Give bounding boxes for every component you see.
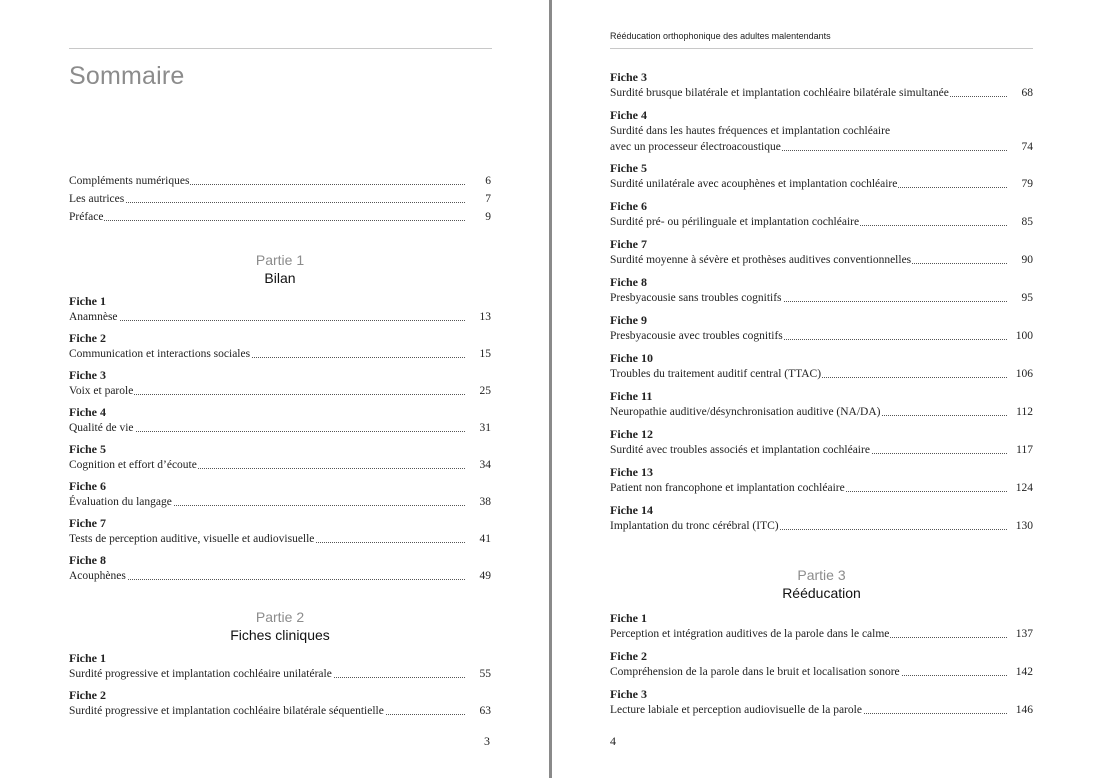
toc-entry (69, 331, 491, 368)
toc-page: 124 (1015, 482, 1033, 494)
dot-leader (69, 202, 465, 203)
toc-page: 112 (1016, 406, 1033, 418)
toc-label: Surdité brusque bilatérale et implantation cochléaire bilatérale simultanée (610, 87, 949, 99)
toc-label: Cognition et effort d’écoute (69, 459, 197, 471)
toc-label: Qualité de vie (69, 422, 134, 434)
toc-entry (610, 427, 1033, 465)
toc-entry (610, 237, 1033, 275)
fiche-label: Fiche 11 (610, 389, 653, 403)
toc-line[interactable] (610, 85, 1033, 101)
toc-page: 6 (485, 175, 491, 187)
toc-label: Anamnèse (69, 311, 118, 323)
fiche-label: Fiche 8 (69, 553, 106, 567)
toc-entry (69, 516, 491, 553)
toc-line[interactable] (610, 702, 1033, 718)
toc-entry (610, 465, 1033, 503)
part-heading (610, 566, 1033, 602)
toc-page: 146 (1015, 704, 1033, 716)
part2-continued-entries (610, 70, 1033, 541)
toc-line[interactable] (610, 480, 1033, 496)
toc-line[interactable] (610, 176, 1033, 192)
toc-line[interactable] (610, 290, 1033, 306)
part-heading (69, 608, 491, 644)
toc-page: 55 (479, 668, 491, 680)
toc-line[interactable] (69, 173, 491, 189)
toc-entry (610, 351, 1033, 389)
toc-label: Tests de perception auditive, visuelle et audiovisuelle (69, 533, 315, 545)
part-title: Fiches cliniques (230, 627, 330, 643)
toc-entry (610, 687, 1033, 725)
toc-page: 117 (1016, 444, 1033, 456)
toc-line[interactable] (610, 626, 1033, 642)
fiche-label: Fiche 4 (69, 405, 106, 419)
dot-leader (69, 579, 465, 580)
toc-entry (610, 389, 1033, 427)
fiche-label: Fiche 3 (69, 368, 106, 382)
toc-label: Acouphènes (69, 570, 126, 582)
toc-label: Surdité progressive et implantation cochléaire bilatérale séquentielle (69, 705, 384, 717)
part3-entries (610, 611, 1033, 725)
toc-entry (610, 503, 1033, 541)
toc-entry (610, 275, 1033, 313)
toc-line[interactable] (69, 420, 491, 436)
toc-page: 38 (479, 496, 491, 508)
toc-entry (69, 294, 491, 331)
toc-label: Surdité pré- ou périlinguale et implantation cochléaire (610, 216, 860, 228)
fiche-label: Fiche 2 (610, 649, 647, 663)
toc-page: 7 (485, 193, 491, 205)
dot-leader (69, 320, 465, 321)
toc-page: 79 (1021, 178, 1033, 190)
toc-page: 106 (1015, 368, 1033, 380)
toc-label: Évaluation du langage (69, 496, 172, 508)
dot-leader (69, 220, 465, 221)
toc-entry (610, 611, 1033, 649)
fiche-label: Fiche 5 (610, 161, 647, 175)
toc-line[interactable] (69, 309, 491, 325)
toc-entry (69, 651, 491, 688)
fiche-label: Fiche 8 (610, 275, 647, 289)
toc-label: Patient non francophone et implantation cochléaire (610, 482, 845, 494)
header-rule (610, 48, 1033, 49)
toc-label: Lecture labiale et perception audiovisuelle de la parole (610, 704, 862, 716)
toc-line[interactable] (69, 666, 491, 682)
toc-label: Préface (69, 211, 104, 223)
toc-entry (610, 199, 1033, 237)
toc-label: Implantation du tronc cérébral (ITC) (610, 520, 779, 532)
part1-entries (69, 294, 491, 590)
fiche-label: Fiche 1 (610, 611, 647, 625)
toc-line[interactable] (69, 457, 491, 473)
part2-entries (69, 651, 491, 725)
toc-line[interactable] (69, 703, 491, 719)
toc-page: 34 (479, 459, 491, 471)
part-title: Bilan (264, 270, 296, 286)
toc-page: 63 (479, 705, 491, 717)
part-title: Rééducation (782, 585, 861, 601)
toc-entry (69, 368, 491, 405)
toc-label: Surdité unilatérale avec acouphènes et implantation cochléaire (610, 178, 898, 190)
fiche-label: Fiche 1 (69, 651, 106, 665)
fiche-label: Fiche 7 (610, 237, 647, 251)
toc-line[interactable] (69, 346, 491, 362)
toc-page: 41 (479, 533, 491, 545)
fiche-label: Fiche 3 (610, 687, 647, 701)
right-page (552, 0, 1100, 778)
toc-label-first-line: Surdité dans les hautes fréquences et implantation cochléaire (610, 125, 891, 137)
fiche-label: Fiche 10 (610, 351, 653, 365)
toc-label: Presbyacousie avec troubles cognitifs (610, 330, 783, 342)
page-number: 3 (484, 734, 490, 748)
toc-line[interactable] (610, 214, 1033, 230)
toc-label: Compréhension de la parole dans le bruit et localisation sonore (610, 666, 900, 678)
toc-line[interactable] (610, 404, 1033, 420)
toc-line[interactable] (69, 191, 491, 207)
toc-line[interactable] (69, 494, 491, 510)
toc-label: Communication et interactions sociales (69, 348, 251, 360)
toc-entry (69, 688, 491, 725)
running-head: Rééducation orthophonique des adultes malentendants (610, 31, 831, 41)
part-number: Partie 2 (255, 609, 305, 625)
fiche-label: Fiche 7 (69, 516, 106, 530)
toc-label: Voix et parole (69, 385, 134, 397)
toc-label: avec un processeur électroacoustique (610, 141, 781, 153)
fiche-label: Fiche 6 (610, 199, 647, 213)
page-title: Sommaire (69, 62, 185, 90)
page-number: 4 (610, 734, 616, 748)
toc-label: Surdité avec troubles associés et implantation cochléaire (610, 444, 870, 456)
toc-page: 85 (1021, 216, 1033, 228)
toc-page: 13 (479, 311, 491, 323)
toc-page: 31 (479, 422, 491, 434)
toc-page: 142 (1015, 666, 1033, 678)
fiche-label: Fiche 9 (610, 313, 647, 327)
header-rule (69, 48, 492, 49)
toc-entry (69, 479, 491, 516)
toc-line[interactable] (610, 366, 1033, 382)
toc-entry (610, 313, 1033, 351)
toc-label: Perception et intégration auditives de la parole dans le calme (610, 628, 890, 640)
toc-page: 68 (1021, 87, 1033, 99)
fiche-label: Fiche 6 (69, 479, 106, 493)
toc-page: 25 (479, 385, 491, 397)
toc-label: Troubles du traitement auditif central (TTAC) (610, 368, 822, 380)
toc-page: 90 (1021, 254, 1033, 266)
part-heading (69, 251, 491, 287)
toc-page: 100 (1015, 330, 1033, 342)
toc-entry (69, 553, 491, 590)
toc-page: 130 (1015, 520, 1033, 532)
part-number: Partie 1 (255, 252, 305, 268)
fiche-label: Fiche 13 (610, 465, 653, 479)
toc-entry (610, 649, 1033, 687)
toc-entry (610, 108, 1033, 161)
toc-line[interactable] (610, 518, 1033, 534)
toc-entry (69, 405, 491, 442)
fiche-label: Fiche 12 (610, 427, 653, 441)
toc-label: Les autrices (69, 193, 125, 205)
toc-page: 9 (485, 211, 491, 223)
fiche-label: Fiche 14 (610, 503, 653, 517)
toc-entry (69, 442, 491, 479)
toc-line[interactable] (69, 568, 491, 584)
toc-label: Presbyacousie sans troubles cognitifs (610, 292, 782, 304)
toc-page: 49 (479, 570, 491, 582)
toc-line[interactable] (69, 383, 491, 399)
fiche-label: Fiche 5 (69, 442, 106, 456)
fiche-label: Fiche 2 (69, 688, 106, 702)
toc-page: 95 (1021, 292, 1033, 304)
toc-page: 137 (1015, 628, 1033, 640)
fiche-label: Fiche 2 (69, 331, 106, 345)
fiche-label: Fiche 4 (610, 108, 647, 122)
fiche-label: Fiche 1 (69, 294, 106, 308)
toc-line[interactable] (69, 209, 491, 225)
toc-entry (610, 70, 1033, 108)
toc-label: Surdité moyenne à sévère et prothèses auditives conventionnelles (610, 254, 912, 266)
toc-entry (610, 161, 1033, 199)
toc-line[interactable] (610, 139, 1033, 155)
toc-line[interactable] (610, 442, 1033, 458)
toc-line[interactable] (610, 328, 1033, 344)
front-matter-list (69, 173, 491, 225)
fiche-label: Fiche 3 (610, 70, 647, 84)
part-number: Partie 3 (797, 567, 846, 583)
toc-page: 15 (479, 348, 491, 360)
toc-label: Neuropathie auditive/désynchronisation auditive (NA/DA) (610, 406, 881, 418)
toc-line[interactable] (69, 531, 491, 547)
toc-page: 74 (1021, 141, 1033, 153)
toc-line[interactable] (610, 252, 1033, 268)
toc-line[interactable] (610, 664, 1033, 680)
toc-label: Surdité progressive et implantation cochléaire unilatérale (69, 668, 332, 680)
toc-label: Compléments numériques (69, 175, 190, 187)
